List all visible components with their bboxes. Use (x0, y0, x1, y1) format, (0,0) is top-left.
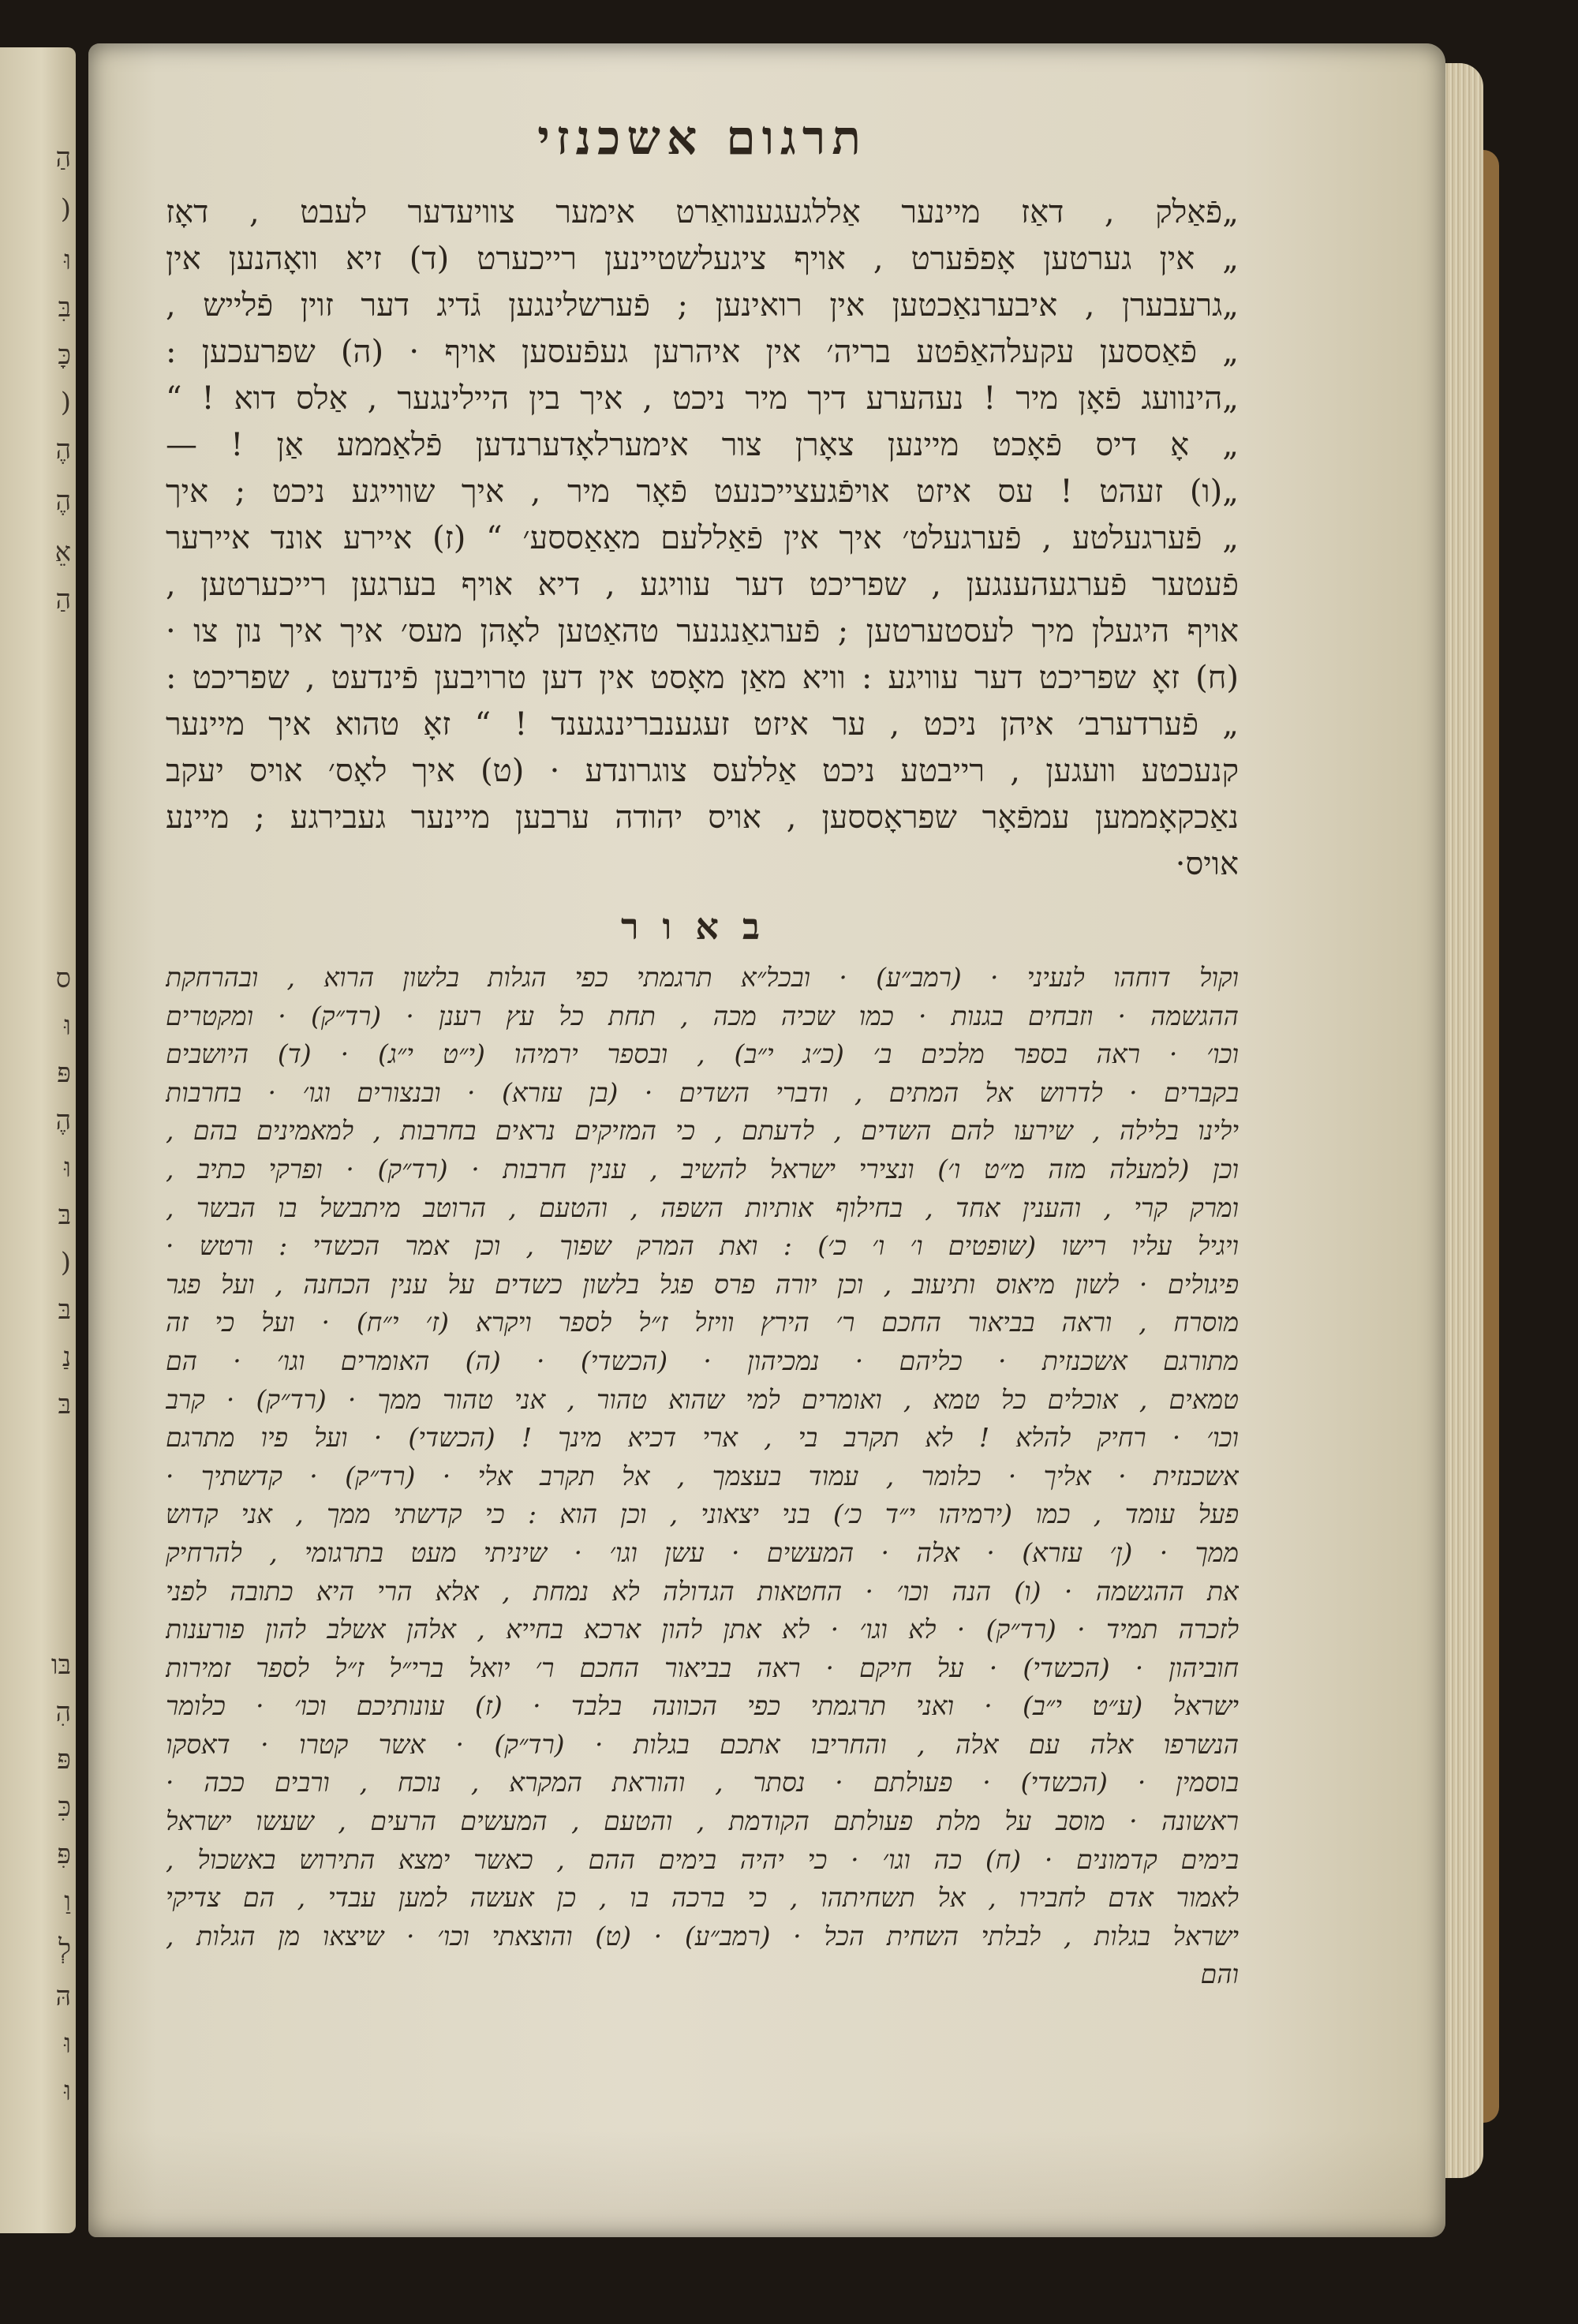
commentary-line: אשכנזית · אליך · כלומר , עמוד בעצמך , אל תקרב אלי · (רד״ק) · קדשתיך · (166, 1460, 1239, 1491)
commentary-text (166, 959, 1239, 1994)
text-line: „פֿאַלק , דאַז מיינער אַללגעגענוואַרט אימער צוויעדער לעבט , דאָז (166, 194, 1239, 230)
commentary-line: בימים קדמונים · (ח) כה וגו׳ · כי יהיה בימים ההם , כאשר ימצא התירוש באשכול , (166, 1843, 1239, 1875)
left-page-fragment: לְ (58, 1933, 71, 1965)
left-page-fragment: הּ (55, 1981, 71, 2012)
left-page-fragment: פִּ (57, 1839, 71, 1870)
page-text (166, 110, 1239, 1994)
commentary-line: ילינו בלילה , שירעו להם השדים , לדעתם , כי המזיקים נראים בחרבות , למאמינים בהם , (166, 1115, 1239, 1147)
commentary-line: מתורגם אשכנזית · כליהם · נמכיהון · (הכשדי) · (ה) האומרים וגו׳ · הם (166, 1345, 1239, 1376)
left-page-fragment: הַ (55, 584, 71, 616)
translation-text (166, 189, 1239, 888)
commentary-line: בקברים · לדרוש אל המתים , ודברי השדים · (בן עזרא) · ובנצורים וגו׳ · בחרבות (166, 1076, 1239, 1108)
commentary-line: ישראל בגלות , לבלתי השחית הכל · (רמב״ע) · (ט) והוצאתי וכו׳ · שיצאו מן הגלות , (166, 1920, 1239, 1952)
text-line: אויס· (1175, 846, 1239, 882)
commentary-line: טמאים , אוכלים כל טמא , ואומרים למי שהוא טהור , אני טהור ממך · (רד״ק) · קרב (166, 1383, 1239, 1415)
text-line: „ אָ דיס פֿאָכט מיינען צאָרן צור אימערלאָדערנדען פֿלאַממע אַן ! — (166, 427, 1239, 463)
left-page-fragment: הֶ (55, 1105, 71, 1136)
commentary-line: חוביהון · (הכשדי) · על חיקם · ראה בביאור החכם ר׳ יואל ברי״ל ז״ל לספר זמירות (166, 1652, 1239, 1683)
commentary-line: פיגולים · לשון מיאוס ותיעוב , וכן יורה פרס פגל בלשון כשדים על ענין הכחנה , ועל פגר (166, 1268, 1239, 1300)
left-page-fragment: הִ (55, 1697, 71, 1728)
left-page-fragment: בּ (58, 1294, 71, 1326)
commentary-line: וכו׳ · ראה בספר מלכים ב׳ (כ״ג י״ב) , ובספר ירמיהו (י״ט י״ג) · (ד) היושבים (166, 1039, 1239, 1070)
page-title: תרגום אשכנזי (537, 110, 867, 166)
left-page-fragment: הֶ (55, 434, 71, 466)
left-page-fragment: בּ (58, 1199, 71, 1231)
commentary-line: את ההגשמה · (ו) הנה וכו׳ · החטאות הגדולה לא נמחת , אלא הרי היא כתובה לפני (166, 1575, 1239, 1607)
commentary-line: לזכרה תמיד · (רד״ק) · לא וגו׳ · לא אתן להון ארכא בחייא , אלהן אשלב להון פורענות (166, 1614, 1239, 1645)
left-page-fragment: ( (60, 387, 71, 418)
text-line: „ פֿערדערב׳ איהן ניכט , ער איזט זעגענבריננגענד ! “ זאָ טהוא איך מיינער (166, 706, 1239, 743)
commentary-line: ההגשמה · וזבחים בגנות · כמו שכיה מכה , תחת כל עץ רענן · (רד״ק) · ומקטרים (166, 1000, 1239, 1031)
commentary-line: והם (1200, 1959, 1239, 1990)
text-line: נאַכקאָממען עמפֿאָר שפראָססען , אויס יהודה ערבען מיינער געבירגע ; מיינע (166, 799, 1239, 836)
commentary-line: פעל עומד , כמו (ירמיהו י״ד כ׳) בני יצאוני , וכן הוא : כי קדשתי ממך , אני קדוש (166, 1499, 1239, 1530)
left-page-fragment: בִּ (58, 292, 71, 324)
commentary-line: ויגיל עליו רישו (שופטים ו׳ ו׳ כ׳) : ואת המרק שפוך , וכן אמר הכשדי : ורטש · (166, 1230, 1239, 1262)
left-page-fragment: ( (60, 1247, 71, 1278)
text-line: אויף היגעלן מיך לעסטערטען ; פֿערגאַנגנער טהאַטען לאָהן מעס׳ איך איך נון צו · (166, 613, 1239, 649)
left-page-edge (0, 47, 76, 2233)
left-page-fragment: כִּ (58, 1791, 71, 1823)
text-line: „ אין גערטען אָפפֿערט , אויף ציגעלשטיינען רייכערט (ד) זיא וואָהנען אין (166, 241, 1239, 277)
text-line: קנעכטע וועגען , רייבטע ניכט אַללעס צוגרונדע · (ט) איך לאָס׳ אויס יעקב (166, 753, 1239, 789)
commentary-line: מוסרח , וראה בביאור החכם ר׳ הירץ וויזל ז״ל לספר ויקרא (ז׳ י״ח) · ועל כי זה (166, 1307, 1239, 1338)
left-page-fragment: כָּ (58, 339, 71, 371)
text-line: „ פֿערגעלטע , פֿערגעלט׳ איך אין פֿאַללעם מאַאַססע׳ “ (ז) איירע אונד איירער (166, 520, 1239, 556)
text-line: פֿעטער פֿערגעהענגען , שפריכט דער עוויגע , דיא אויף בערגען רייכערטען , (166, 567, 1239, 603)
left-page-fragment: נַ (62, 1342, 71, 1373)
left-page-fragment: הַ (55, 142, 71, 174)
text-line: „הינוועג פֿאָן מיר ! נעהערע דיך מיר ניכט , איך בין היילינגער , אַלס דוא ! “ (166, 380, 1239, 417)
left-page-fragment: הֶ (55, 485, 71, 517)
commentary-line: ממך · (ן׳ עזרא) · אלה · המעשים · עשן וגו׳ · שיניתי מעט בתרגומי , להרחיק (166, 1536, 1239, 1568)
left-page-fragment: בּו (50, 1649, 71, 1681)
commentary-line: בוסמין · (הכשדי) · פעולתם · נסתר , והוראת המקרא , נוכח , ורבים ככה · (166, 1767, 1239, 1798)
left-page-fragment: פּ (57, 1057, 71, 1089)
commentary-line: ומרק קרי , והענין אחד , בחילוף אותיות השפה , והטעם , הרוטב מיתבשל בו הבשר , (166, 1192, 1239, 1223)
text-line: (ח) זאָ שפריכט דער עוויגע : וויא מאַן מאָסט אין דען טרויבען פֿינדעט , שפריכט : (166, 660, 1239, 696)
commentary-heading: באור (620, 905, 784, 948)
commentary-line: הנשרפו אלה עם אלה , והחריבו אתכם בגלות · (רד״ק) · אשר קטרו · דאסקו (166, 1728, 1239, 1760)
text-line: „גרעבערן , איבערנאַכטען אין רואינען ; פֿערשלינגען גֿדיג דער זוין פֿלייש , (166, 287, 1239, 324)
commentary-line: וכן (למעלה מזה מ״ט ו׳) ונצירי ישראל להשיב , ענין חרבות · (רד״ק) · ופרקי כתיב , (166, 1153, 1239, 1184)
left-page-fragment: וּ (64, 245, 71, 276)
commentary-line: ישראל (ע״ט י״ב) · ואני תרגמתי כפי הכוונה בלבד · (ז) עונותיכם וכו׳ · כלומר (166, 1690, 1239, 1722)
commentary-line: לאמור אדם לחבירו , אל תשחיתהו , כי ברכה בו , כן אעשה למען עבדי , הם צדיקי (166, 1882, 1239, 1914)
left-page-fragment: וּ (64, 1152, 71, 1184)
left-page-fragment: אֵ (54, 537, 71, 568)
left-page-fragment: וַ (64, 1886, 71, 1918)
commentary-line: וקול דוחהו לנעיני · (רמב״ע) · ובכל״א תרגמתי כפי הגלות בלשון הרוא , ובהרחקת (166, 962, 1239, 993)
commentary-line: ראשונה · מוסב על מלת פעולתם הקודמת , והטעם , המעשים הרעים , שעשו ישראל (166, 1806, 1239, 1837)
left-page-fragment: וּ (64, 1010, 71, 1042)
left-page-fragment: פּ (57, 1744, 71, 1776)
left-page-fragment: בּ (58, 1389, 71, 1420)
left-page-fragment: וּ (64, 2028, 71, 2060)
left-page-fragment: ( (60, 193, 71, 225)
left-page-fragment: וּ (64, 2075, 71, 2107)
text-line: „ פֿאַססען עקעלהאַפֿטע בריה׳ אין איהרען געפֿעסען אויף · (ה) שפרעכען : (166, 334, 1239, 370)
left-page-fragment: ס (55, 963, 71, 994)
text-line: „(ו) זעהט ! עס איזט אויפֿגעצייכנעט פֿאָר מיר , איך שווייגע ניכט ; איך (166, 473, 1239, 510)
commentary-line: וכו׳ · רחיק להלא ! לא תקרב בי , ארי דכיא מינך ! (הכשדי) · ועל פיו מתרגם (166, 1422, 1239, 1454)
